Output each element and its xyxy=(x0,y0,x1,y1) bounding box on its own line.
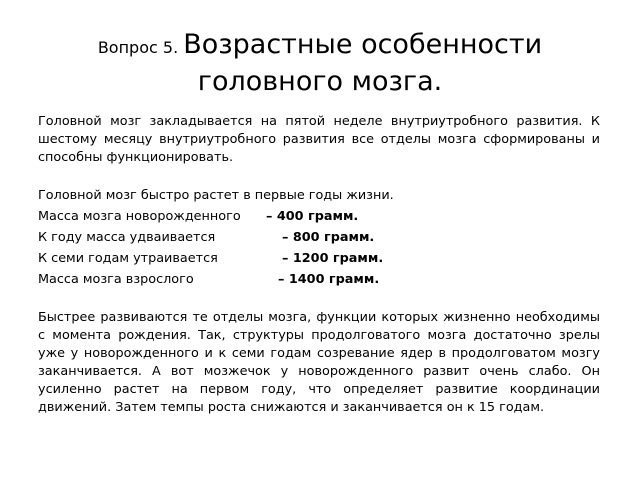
paragraph-maturation: Быстрее развиваются те отделы мозга, функции которых жизненно необходимы с момента рождения. Так, структуры продолговатого мозга достаточно зрелы уже у новорожденного и к семи годам созревание ядер в продолговатом мозгу заканчивается. А вот мозжечок у новорожденного развит очень слабо. Он усиленно растет на первом году, что определяет развитие координации движений. Затем темпы роста снижаются и заканчивается он к 15 годам. xyxy=(38,310,600,415)
mass-row-value: – 400 грамм. xyxy=(266,209,359,224)
paragraph-development: Головной мозг закладывается на пятой неделе внутриутробного развития. К шестому месяцу внутриутробного развития все отделы мозга сформированы и способны функционировать. xyxy=(38,114,600,165)
title-main-line1: Возрастные особенности xyxy=(183,29,543,60)
mass-row-adult xyxy=(38,271,600,289)
slide-body xyxy=(38,113,600,417)
mass-row-one-year xyxy=(38,229,600,247)
mass-row-value: – 800 грамм. xyxy=(282,230,375,245)
mass-row-label: К семи годам утраивается xyxy=(38,251,218,266)
mass-row-value: – 1400 грамм. xyxy=(278,272,380,287)
mass-row-newborn xyxy=(38,208,600,226)
title-main-line2: головного мозга. xyxy=(197,66,443,97)
mass-row-label: Масса мозга новорожденного xyxy=(38,209,241,224)
mass-row-label: Масса мозга взрослого xyxy=(38,272,194,287)
mass-row-seven-years xyxy=(38,250,600,268)
mass-row-label: К году масса удваивается xyxy=(38,230,216,245)
growth-intro: Головной мозг быстро растет в первые годы жизни. xyxy=(38,188,394,203)
mass-row-value: – 1200 грамм. xyxy=(282,251,384,266)
title-prefix: Вопрос 5. xyxy=(97,38,179,57)
slide-title xyxy=(40,28,600,102)
